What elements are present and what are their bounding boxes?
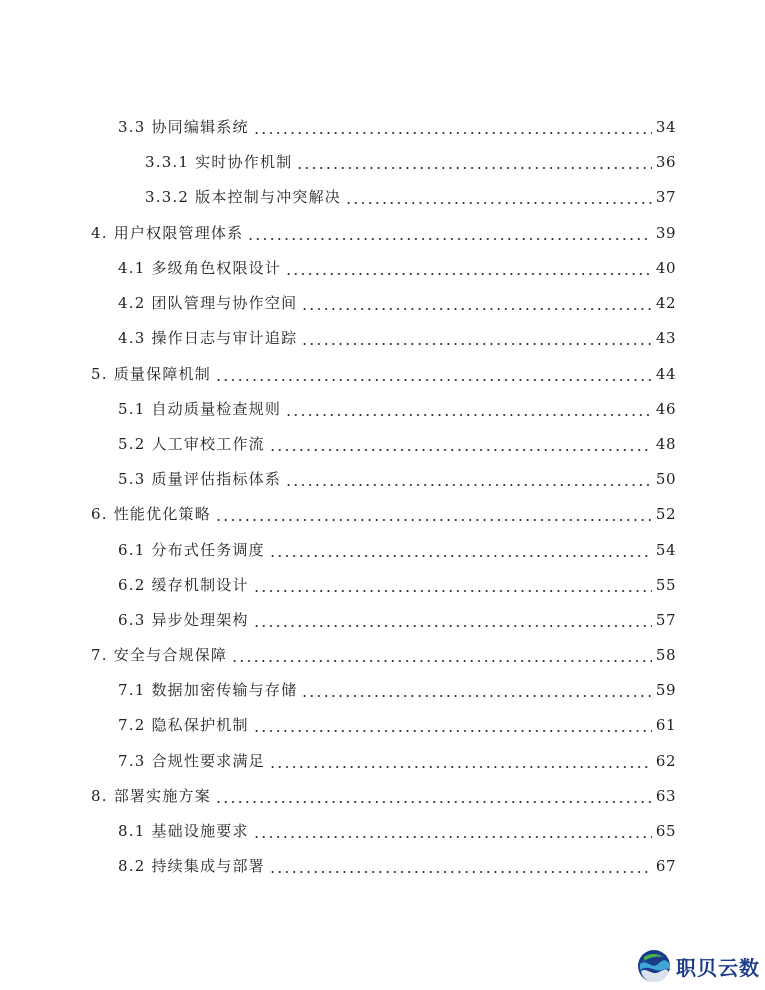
toc-entry[interactable] bbox=[118, 429, 676, 453]
toc-entry-number: 8.2 bbox=[118, 857, 146, 875]
toc-entry[interactable] bbox=[91, 781, 676, 805]
dot-leader bbox=[215, 505, 652, 523]
toc-entry-page: 48 bbox=[655, 435, 676, 453]
toc-entry-page: 37 bbox=[655, 188, 676, 206]
toc-entry[interactable] bbox=[145, 182, 676, 206]
toc-entry-title: 人工审校工作流 bbox=[151, 435, 265, 453]
dot-leader bbox=[253, 611, 652, 629]
toc-entry-page: 40 bbox=[655, 259, 676, 277]
toc-entry-title: 操作日志与审计追踪 bbox=[151, 329, 298, 347]
toc-entry-number: 8.1 bbox=[118, 822, 146, 840]
toc-entry-number: 6.2 bbox=[118, 576, 146, 594]
dot-leader bbox=[301, 294, 652, 312]
toc-entry-number: 4.3 bbox=[118, 329, 146, 347]
toc-entry-number: 6.3 bbox=[118, 611, 146, 629]
toc-entry-title: 持续集成与部署 bbox=[151, 857, 265, 875]
toc-entry-page: 50 bbox=[655, 470, 676, 488]
toc-entry-title: 质量保障机制 bbox=[113, 365, 211, 383]
toc-entry-title: 异步处理架构 bbox=[151, 611, 249, 629]
toc-entry-page: 39 bbox=[655, 224, 676, 242]
toc-entry-title: 自动质量检查规则 bbox=[151, 400, 282, 418]
dot-leader bbox=[269, 857, 652, 875]
dot-leader bbox=[301, 681, 652, 699]
toc-entry-page: 61 bbox=[655, 716, 676, 734]
toc-entry[interactable] bbox=[91, 640, 676, 664]
toc-entry-page: 36 bbox=[655, 153, 676, 171]
toc-entry[interactable] bbox=[91, 218, 676, 242]
toc-entry-page: 42 bbox=[655, 294, 676, 312]
toc-entry-title: 分布式任务调度 bbox=[151, 541, 265, 559]
watermark-text: 职贝云数 bbox=[676, 955, 760, 980]
toc-entry-number: 3.3.1 bbox=[145, 153, 190, 171]
toc-entry[interactable] bbox=[118, 288, 676, 312]
toc-entry-page: 67 bbox=[655, 857, 676, 875]
watermark-logo bbox=[636, 946, 760, 986]
dot-leader bbox=[285, 470, 652, 488]
toc-entry-number: 6.1 bbox=[118, 541, 146, 559]
toc-entry-title: 性能优化策略 bbox=[113, 505, 211, 523]
toc-entry-page: 62 bbox=[655, 752, 676, 770]
dot-leader bbox=[247, 224, 652, 242]
toc-entry-number: 5.3 bbox=[118, 470, 146, 488]
toc-entry-title: 部署实施方案 bbox=[113, 787, 211, 805]
toc-entry[interactable] bbox=[118, 746, 676, 770]
toc-entry[interactable] bbox=[118, 675, 676, 699]
toc-entry-title: 实时协作机制 bbox=[195, 153, 293, 171]
toc-entry-title: 数据加密传输与存储 bbox=[151, 681, 298, 699]
dot-leader bbox=[269, 541, 652, 559]
toc-entry-title: 基础设施要求 bbox=[151, 822, 249, 840]
dot-leader bbox=[301, 329, 652, 347]
toc-entry-title: 多级角色权限设计 bbox=[151, 259, 282, 277]
dot-leader bbox=[231, 646, 652, 664]
toc-entry-title: 协同编辑系统 bbox=[151, 118, 249, 136]
toc-entry-page: 43 bbox=[655, 329, 676, 347]
toc-entry-number: 3.3.2 bbox=[145, 188, 190, 206]
toc-entry-page: 55 bbox=[655, 576, 676, 594]
wave-globe-logo-icon bbox=[636, 948, 672, 984]
toc-entry-page: 46 bbox=[655, 400, 676, 418]
toc-entry-page: 57 bbox=[655, 611, 676, 629]
toc-entry-number: 3.3 bbox=[118, 118, 146, 136]
toc-entry-number: 5.2 bbox=[118, 435, 146, 453]
toc-entry-number: 7.2 bbox=[118, 716, 146, 734]
toc-entry-page: 58 bbox=[655, 646, 676, 664]
toc-entry-number: 4. bbox=[91, 224, 108, 242]
toc-entry-title: 缓存机制设计 bbox=[151, 576, 249, 594]
toc-entry-page: 65 bbox=[655, 822, 676, 840]
toc-entry-page: 52 bbox=[655, 505, 676, 523]
toc-entry[interactable] bbox=[118, 394, 676, 418]
toc-entry[interactable] bbox=[118, 816, 676, 840]
toc-entry-number: 5.1 bbox=[118, 400, 146, 418]
dot-leader bbox=[269, 752, 652, 770]
toc-entry-number: 7.3 bbox=[118, 752, 146, 770]
toc-entry[interactable] bbox=[118, 464, 676, 488]
dot-leader bbox=[269, 435, 652, 453]
toc-entry-page: 34 bbox=[655, 118, 676, 136]
toc-entry[interactable] bbox=[118, 323, 676, 347]
toc-entry[interactable] bbox=[118, 605, 676, 629]
toc-entry-page: 63 bbox=[655, 787, 676, 805]
toc-entry-title: 用户权限管理体系 bbox=[113, 224, 244, 242]
toc-entry-page: 44 bbox=[655, 365, 676, 383]
toc-entry-title: 团队管理与协作空间 bbox=[151, 294, 298, 312]
dot-leader bbox=[253, 716, 652, 734]
toc-entry[interactable] bbox=[118, 710, 676, 734]
toc-entry-title: 质量评估指标体系 bbox=[151, 470, 282, 488]
dot-leader bbox=[253, 118, 652, 136]
toc-entry[interactable] bbox=[91, 499, 676, 523]
dot-leader bbox=[345, 188, 652, 206]
toc-entry[interactable] bbox=[118, 112, 676, 136]
toc-entry-title: 合规性要求满足 bbox=[151, 752, 265, 770]
toc-entry[interactable] bbox=[118, 535, 676, 559]
toc-entry[interactable] bbox=[145, 147, 676, 171]
toc-entry-number: 8. bbox=[91, 787, 108, 805]
toc-entry[interactable] bbox=[118, 253, 676, 277]
dot-leader bbox=[253, 576, 652, 594]
dot-leader bbox=[215, 787, 652, 805]
toc-entry-title: 版本控制与冲突解决 bbox=[195, 188, 341, 206]
toc-entry-number: 4.1 bbox=[118, 259, 146, 277]
dot-leader bbox=[296, 153, 652, 171]
toc-entry-number: 5. bbox=[91, 365, 108, 383]
dot-leader bbox=[285, 259, 652, 277]
toc-entry[interactable] bbox=[118, 851, 676, 875]
toc-entry[interactable] bbox=[91, 359, 676, 383]
toc-entry-number: 6. bbox=[91, 505, 108, 523]
toc-entry-page: 59 bbox=[655, 681, 676, 699]
dot-leader bbox=[285, 400, 652, 418]
dot-leader bbox=[215, 365, 652, 383]
toc-entry-number: 7.1 bbox=[118, 681, 146, 699]
toc-entry-number: 4.2 bbox=[118, 294, 146, 312]
toc-entry-number: 7. bbox=[91, 646, 108, 664]
toc-entry-page: 54 bbox=[655, 541, 676, 559]
dot-leader bbox=[253, 822, 652, 840]
toc-entry-title: 安全与合规保障 bbox=[113, 646, 228, 664]
toc-entry-title: 隐私保护机制 bbox=[151, 716, 249, 734]
toc-entry[interactable] bbox=[118, 570, 676, 594]
